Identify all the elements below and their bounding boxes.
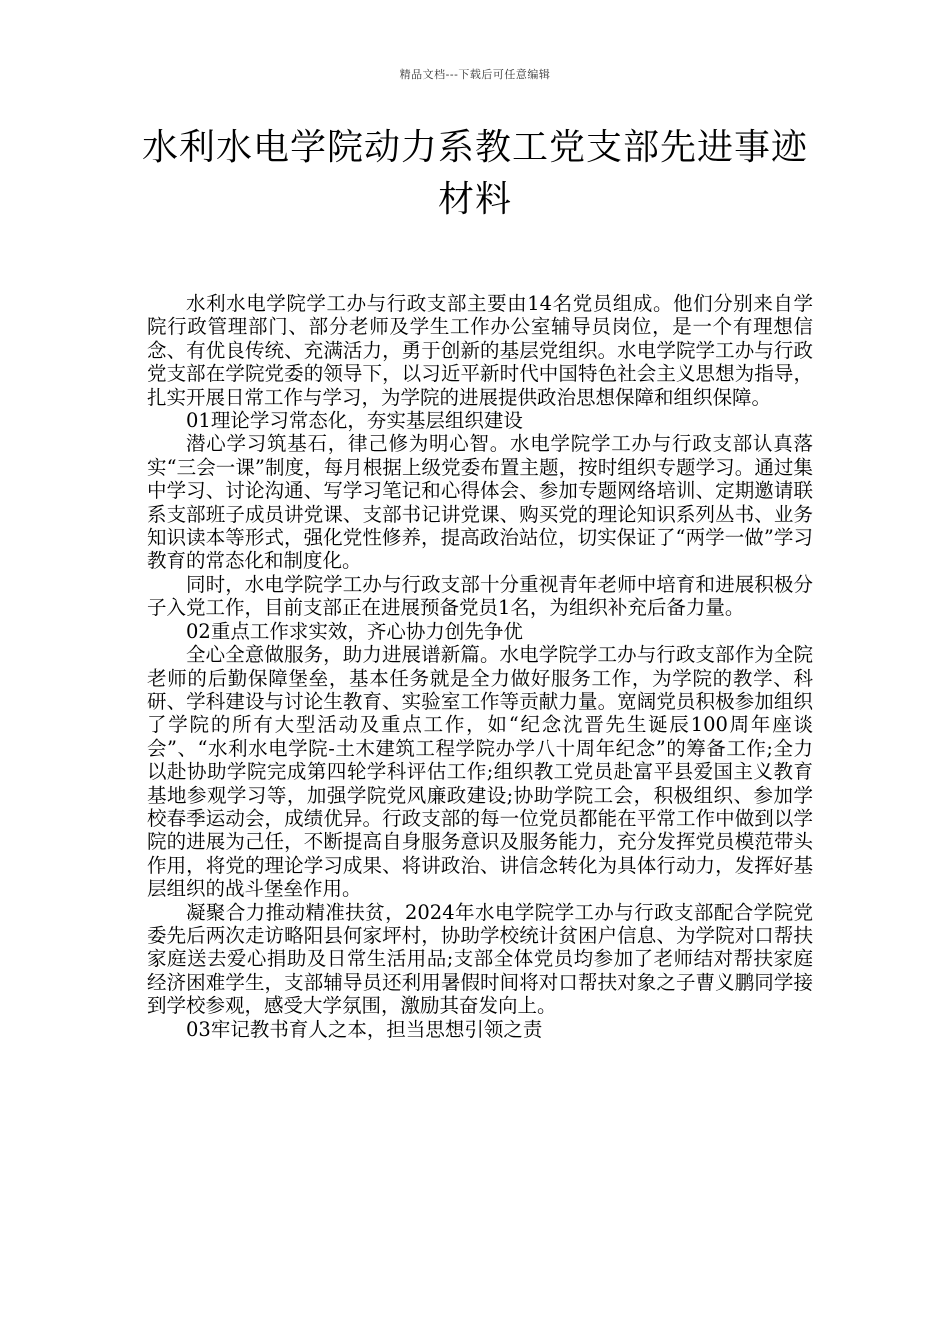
section-heading-01: 01理论学习常态化，夯实基层组织建设	[186, 409, 523, 433]
section-heading-02: 02重点工作求实效，齐心协力创先争优	[186, 619, 523, 643]
page-title: 水利水电学院动力系教工党支部先进事迹材料	[141, 127, 808, 220]
paragraph-poverty-alleviation: 凝聚合力推动精准扶贫，2024年水电学院学工办与行政支部配合学院党委先后两次走访略阳县何家坪村，协助学校统计贫困户信息、为学院对口帮扶家庭送去爱心捐助及日常生活用品;支部全体党员均参加了老师结对帮扶家庭经济困难学生，支部辅导员还利用暑假时间将对口帮扶对象之子曹义鹏同学接到学校参观，感受大学氛围，激励其奋发向上。	[147, 900, 813, 1018]
section-heading-03: 03牢记教书育人之本，担当思想引领之责	[186, 1017, 543, 1041]
document-body	[147, 292, 813, 1041]
header-note: 精品文档---下载后可任意编辑	[399, 68, 551, 81]
paragraph-service-work: 全心全意做服务，助力进展谱新篇。水电学院学工办与行政支部作为全院老师的后勤保障堡垒，基本任务就是全力做好服务工作，为学院的教学、科研、学科建设与讨论生教育、实验室工作等贡献力量。宽阔党员积极参加组织了学院的所有大型活动及重点工作，如“纪念沈晋先生诞辰100周年座谈会”、“水利水电学院-土木建筑工程学院办学八十周年纪念”的筹备工作;全力以赴协助学院完成第四轮学科评估工作;组织教工党员赴富平县爱国主义教育基地参观学习等，加强学院党风廉政建设;协助学院工会，积极组织、参加学校春季运动会，成绩优异。行政支部的每一位党员都能在平常工作中做到以学院的进展为己任，不断提高自身服务意识及服务能力，充分发挥党员模范带头作用，将党的理论学习成果、将讲政治、讲信念转化为具体行动力，发挥好基层组织的战斗堡垒作用。	[147, 643, 813, 901]
paragraph-theory-study: 潜心学习筑基石，律己修为明心智。水电学院学工办与行政支部认真落实“三会一课”制度，每月根据上级党委布置主题，按时组织专题学习。通过集中学习、讨论沟通、写学习笔记和心得体会、参加专题网络培训、定期邀请联系支部班子成员讲党课、支部书记讲党课、购买党的理论知识系列丛书、业务知识读本等形式，强化党性修养，提高政治站位，切实保证了“两学一做”学习教育的常态化和制度化。	[147, 432, 813, 573]
paragraph-youth-development: 同时，水电学院学工办与行政支部十分重视青年老师中培育和进展积极分子入党工作，目前支部正在进展预备党员1名，为组织补充后备力量。	[147, 572, 813, 620]
paragraph-intro: 水利水电学院学工办与行政支部主要由14名党员组成。他们分别来自学院行政管理部门、部分老师及学生工作办公室辅导员岗位，是一个有理想信念、有优良传统、充满活力，勇于创新的基层党组织。水电学院学工办与行政党支部在学院党委的领导下，以习近平新时代中国特色社会主义思想为指导，扎实开展日常工作与学习，为学院的进展提供政治思想保障和组织保障。	[147, 292, 813, 409]
